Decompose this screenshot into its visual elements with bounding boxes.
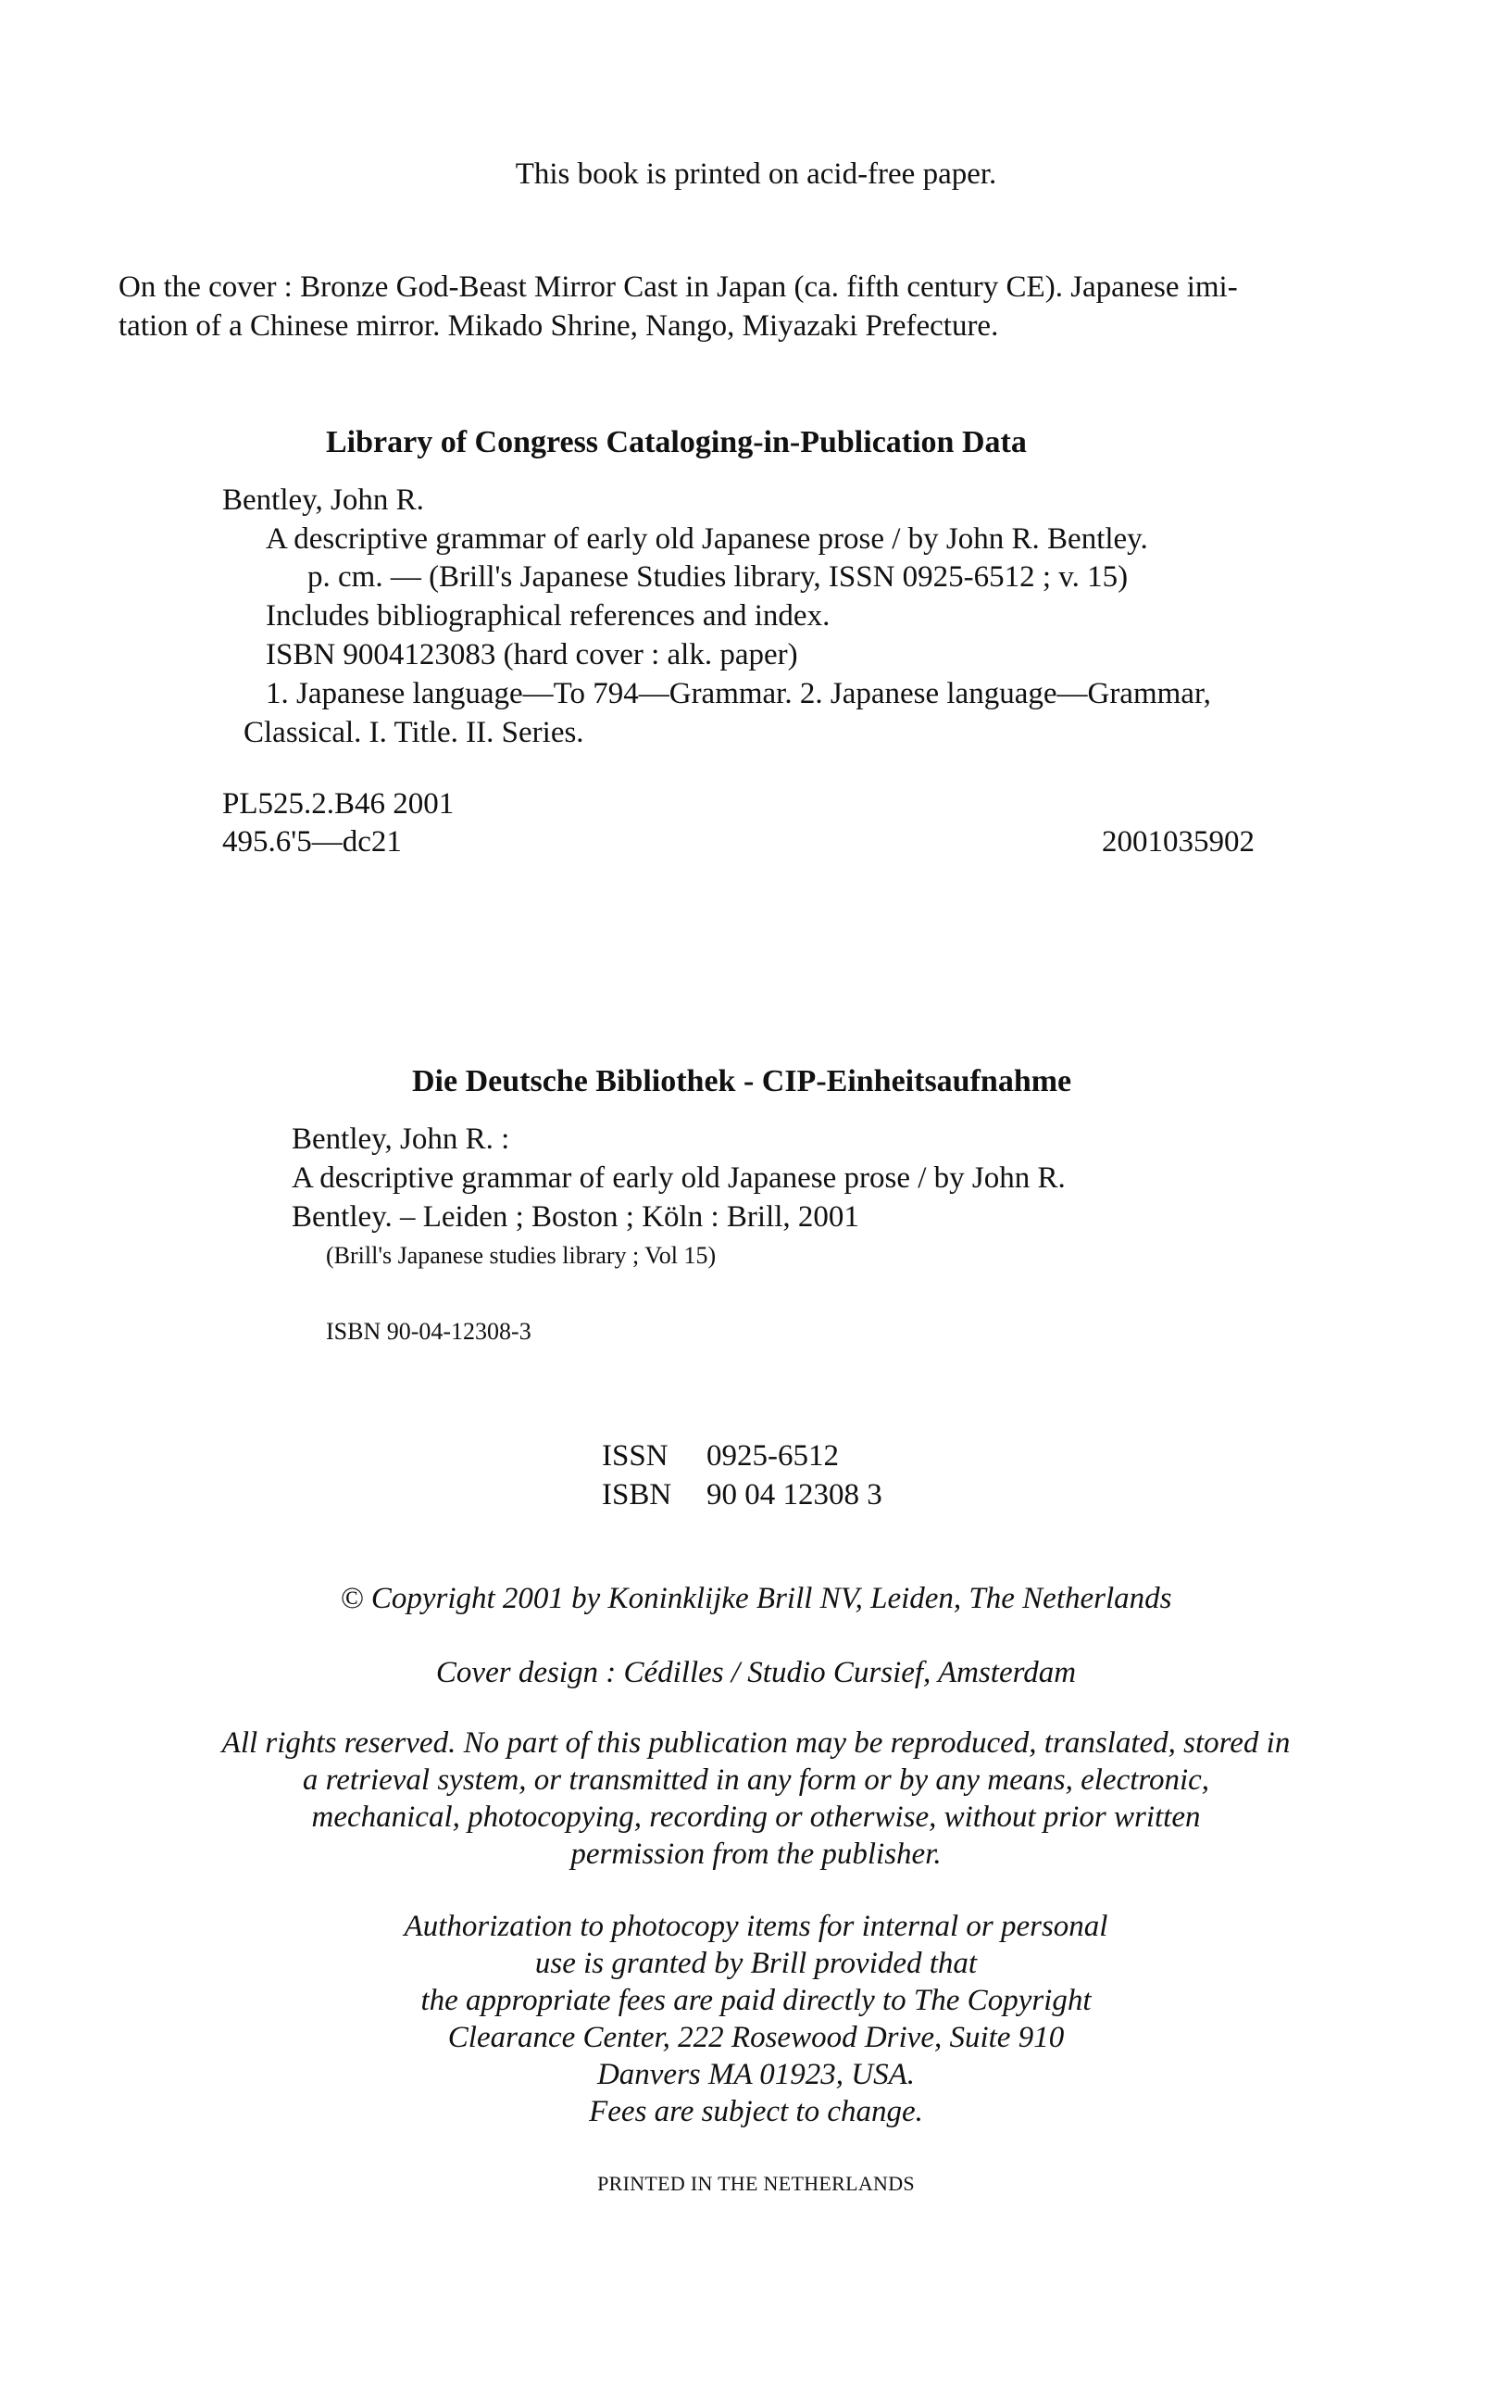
loc-series: p. cm. — (Brill's Japanese Studies library, ISSN 0925-6512 ; v. 15): [307, 560, 1129, 594]
loc-subjects-1: 1. Japanese language—To 794—Grammar. 2. Japanese language—Grammar,: [266, 677, 1211, 710]
loc-title: A descriptive grammar of early old Japanese prose / by John R. Bentley.: [266, 522, 1148, 556]
acid-free-notice: This book is printed on acid-free paper.: [515, 157, 997, 191]
cover-note-line-2: tation of a Chinese mirror. Mikado Shrine, Nango, Miyazaki Prefecture.: [119, 309, 999, 343]
loc-subjects-2: Classical. I. Title. II. Series.: [244, 716, 584, 749]
isbn-label: ISBN: [602, 1478, 672, 1511]
ddb-author: Bentley, John R. :: [292, 1122, 510, 1156]
authorization-line-1: Authorization to photocopy items for internal or personal: [404, 1910, 1108, 1943]
ddb-isbn: ISBN 90-04-12308-3: [326, 1318, 531, 1345]
cover-note-line-1: On the cover : Bronze God-Beast Mirror Cast in Japan (ca. fifth century CE). Japanese imi-: [119, 270, 1238, 304]
loc-heading: Library of Congress Cataloging-in-Publication Data: [326, 425, 1027, 459]
rights-line-1: All rights reserved. No part of this publication may be reproduced, translated, stored in: [221, 1726, 1291, 1760]
rights-line-3: mechanical, photocopying, recording or otherwise, without prior written: [311, 1800, 1201, 1834]
loc-includes: Includes bibliographical references and index.: [266, 599, 831, 633]
ddb-heading: Die Deutsche Bibliothek - CIP-Einheitsaufnahme: [412, 1064, 1072, 1098]
isbn-value: 90 04 12308 3: [706, 1478, 882, 1511]
rights-line-4: permission from the publisher.: [570, 1837, 942, 1871]
ddb-title-2: Bentley. – Leiden ; Boston ; Köln : Brill, 2001: [292, 1200, 859, 1234]
authorization-line-4: Clearance Center, 222 Rosewood Drive, Suite 910: [447, 2021, 1065, 2054]
authorization-line-6: Fees are subject to change.: [589, 2095, 923, 2128]
ddb-series: (Brill's Japanese studies library ; Vol 15): [326, 1242, 717, 1269]
loc-isbn: ISBN 9004123083 (hard cover : alk. paper): [266, 638, 798, 671]
issn-value: 0925-6512: [706, 1439, 839, 1473]
rights-line-2: a retrieval system, or transmitted in any form or by any means, electronic,: [302, 1763, 1210, 1797]
copyright-notice: © Copyright 2001 by Koninklijke Brill NV, Leiden, The Netherlands: [340, 1582, 1172, 1615]
authorization-line-2: use is granted by Brill provided that: [534, 1947, 978, 1980]
issn-label: ISSN: [602, 1439, 669, 1473]
authorization-line-5: Danvers MA 01923, USA.: [596, 2058, 916, 2091]
loc-call-number: PL525.2.B46 2001: [222, 787, 455, 821]
printed-in-notice: PRINTED IN THE NETHERLANDS: [597, 2172, 915, 2195]
loc-lccn: 2001035902: [1102, 825, 1255, 859]
loc-author: Bentley, John R.: [222, 483, 424, 517]
loc-dewey: 495.6'5—dc21: [222, 825, 402, 859]
authorization-line-3: the appropriate fees are paid directly to The Copyright: [420, 1984, 1092, 2017]
ddb-title-1: A descriptive grammar of early old Japanese prose / by John R.: [292, 1161, 1066, 1195]
cover-design-credit: Cover design : Cédilles / Studio Cursief, Amsterdam: [435, 1656, 1077, 1689]
